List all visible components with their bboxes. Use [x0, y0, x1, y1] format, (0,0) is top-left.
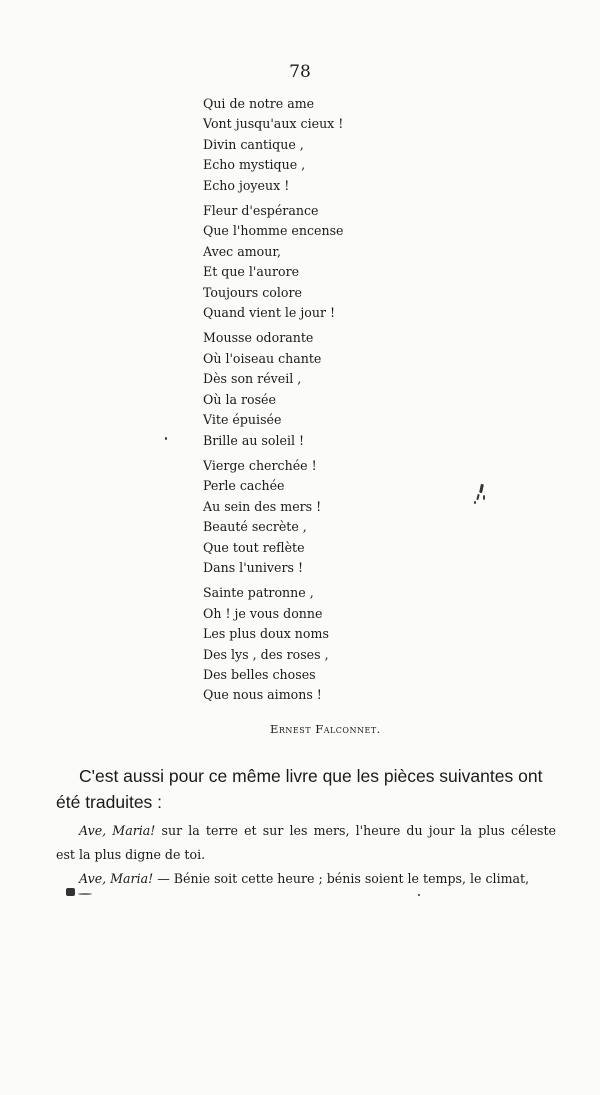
verse-line: Vierge cherchée !	[203, 457, 317, 473]
author-signature: Ernest Falconnet.	[270, 722, 381, 736]
verse-line: Que l'homme encense	[203, 223, 344, 239]
page-number: 78	[289, 62, 311, 82]
section-heading: C'est aussi pour ce même livre que les pièces suivantes ont été traduites :	[56, 766, 543, 812]
verse-line: Où l'oiseau chante	[203, 350, 322, 366]
invocation: Ave, Maria!	[79, 871, 154, 886]
stanza-3	[203, 328, 344, 450]
invocation: Ave, Maria!	[79, 823, 156, 838]
stanza-4	[203, 456, 344, 578]
verse-line: Echo mystique ,	[203, 157, 306, 173]
stanza-2	[203, 201, 344, 323]
ink-speck	[165, 437, 167, 440]
verse-line: Où la rosée	[203, 391, 276, 407]
ink-speck	[418, 894, 420, 896]
verse-line: Sainte patronne ,	[203, 585, 314, 601]
paragraph-continuation: est la plus digne de toi.	[56, 847, 206, 862]
ink-mark	[474, 484, 488, 510]
verse-line: Et que l'aurore	[203, 264, 300, 280]
verse-line: Dès son réveil ,	[203, 371, 302, 387]
verse-line: Que nous aimons !	[203, 687, 322, 703]
paragraph-text: — Bénie soit cette heure ; bénis soient le temps, le climat,	[153, 871, 530, 886]
verse-line: Divin cantique ,	[203, 136, 304, 152]
verse-line: Perle cachée	[203, 478, 285, 494]
stanza-5	[203, 583, 344, 705]
paragraph-text: sur la terre et sur les mers, l'heure du jour la plus céleste	[155, 823, 557, 838]
verse-line: Les plus doux noms	[203, 626, 329, 642]
verse-line: Brille au soleil !	[203, 432, 305, 448]
verse-line: Dans l'univers !	[203, 559, 304, 575]
verse-line: Au sein des mers !	[203, 498, 322, 514]
paragraph	[56, 868, 556, 889]
verse-line: Toujours colore	[203, 284, 302, 300]
verse-line: Vont jusqu'aux cieux !	[203, 116, 344, 132]
verse-line: Beauté secrète ,	[203, 519, 307, 535]
verse-line: Que tout reflète	[203, 539, 305, 555]
verse-line: Quand vient le jour !	[203, 305, 336, 321]
verse-line: Avec amour,	[203, 243, 281, 259]
stanza-1	[203, 94, 344, 196]
verse-line: Des lys , des roses ,	[203, 646, 329, 662]
poem	[203, 94, 344, 706]
paragraph	[56, 820, 556, 841]
verse-line: Echo joyeux !	[203, 177, 290, 193]
verse-line: Fleur d'espérance	[203, 203, 319, 219]
ink-smudge	[66, 888, 106, 898]
verse-line: Des belles choses	[203, 666, 316, 682]
verse-line: Vite épuisée	[203, 412, 282, 428]
verse-line: Oh ! je vous donne	[203, 605, 323, 621]
prose-body	[56, 820, 556, 892]
verse-line: Qui de notre ame	[203, 96, 315, 111]
verse-line: Mousse odorante	[203, 330, 314, 346]
